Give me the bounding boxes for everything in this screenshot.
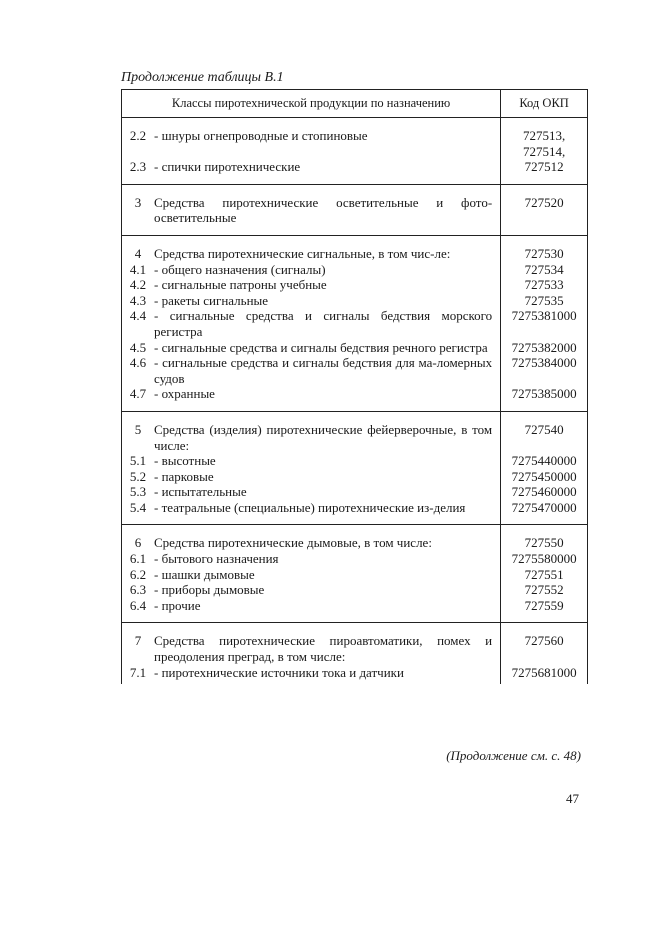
table-row (122, 118, 588, 160)
class-cell (122, 184, 501, 235)
class-cell (122, 235, 501, 261)
item-number: 5 (134, 421, 142, 437)
item-number: 4.4 (129, 308, 147, 324)
class-cell (122, 386, 501, 411)
table-group (122, 235, 588, 411)
class-cell (122, 340, 501, 356)
okp-code: 727530 (501, 235, 588, 261)
table-row (122, 500, 588, 525)
okp-code: 727559 (501, 598, 588, 623)
class-cell (122, 453, 501, 469)
okp-code: 727560 (501, 623, 588, 665)
table-row (122, 411, 588, 453)
okp-code: 7275460000 (501, 484, 588, 500)
item-text: Средства пиротехнические сигнальные, в том чис-ле: (154, 245, 451, 261)
item-text: - шашки дымовые (154, 566, 255, 582)
okp-code: 727551 (501, 567, 588, 583)
table-caption: Продолжение таблицы В.1 (121, 70, 284, 85)
okp-code: 727513, 727514, (501, 118, 588, 160)
item-number: 5.3 (129, 484, 147, 500)
continuation-note: (Продолжение см. с. 48) (446, 748, 581, 763)
item-number: 6 (134, 535, 142, 551)
item-number: 7.1 (129, 664, 147, 680)
table-row (122, 551, 588, 567)
item-text: - испытательные (154, 484, 247, 500)
item-text: Средства пиротехнические осветительные и фото-осветительные (154, 194, 493, 226)
item-number: 4.2 (129, 277, 147, 293)
item-number: 6.1 (129, 551, 147, 567)
class-cell (122, 665, 501, 685)
header-code: Код ОКП (501, 90, 588, 118)
okp-code: 7275382000 (501, 340, 588, 356)
class-cell (122, 484, 501, 500)
item-number: 5.1 (129, 453, 147, 469)
item-text: - пиротехнические источники тока и датчики (154, 664, 404, 680)
item-number: 2.2 (129, 128, 147, 143)
okp-code: 727520 (501, 184, 588, 235)
okp-code: 7275385000 (501, 386, 588, 411)
class-cell (122, 525, 501, 551)
okp-code: 7275681000 (501, 665, 588, 685)
item-text: - сигнальные средства и сигналы бедствия морского регистра (154, 308, 493, 339)
item-number: 6.2 (129, 566, 147, 582)
class-cell (122, 500, 501, 525)
table-row (122, 582, 588, 598)
table-group (122, 525, 588, 623)
item-number: 4.6 (129, 355, 147, 371)
item-text: - бытового назначения (154, 551, 279, 567)
table-row (122, 184, 588, 235)
item-text: - прочие (154, 597, 201, 613)
item-number: 4.1 (129, 261, 147, 277)
class-cell (122, 277, 501, 293)
table-row (122, 469, 588, 485)
table-row (122, 293, 588, 309)
class-cell (122, 262, 501, 278)
item-number: 4.5 (129, 339, 147, 355)
header-classes: Классы пиротехнической продукции по назначению (122, 90, 501, 118)
okp-code: 727512 (501, 159, 588, 184)
okp-table (121, 89, 588, 684)
okp-code: 727533 (501, 277, 588, 293)
item-text: - общего назначения (сигналы) (154, 261, 326, 277)
item-text: - ракеты сигнальные (154, 292, 269, 308)
item-number: 4.3 (129, 292, 147, 308)
item-text: - театральные (специальные) пиротехнические из-делия (154, 499, 466, 515)
okp-code: 7275384000 (501, 355, 588, 386)
table-row (122, 525, 588, 551)
class-cell (122, 308, 501, 339)
table-row (122, 159, 588, 184)
item-text: - охранные (154, 386, 215, 402)
item-text: - сигнальные патроны учебные (154, 277, 327, 293)
okp-code: 7275381000 (501, 308, 588, 339)
item-number: 4.7 (129, 386, 147, 402)
okp-code: 7275580000 (501, 551, 588, 567)
class-cell (122, 469, 501, 485)
table-row (122, 277, 588, 293)
okp-code: 7275440000 (501, 453, 588, 469)
item-number: 4 (134, 245, 142, 261)
table-row (122, 262, 588, 278)
class-cell (122, 411, 501, 453)
class-cell (122, 598, 501, 623)
item-text: - приборы дымовые (154, 582, 265, 598)
okp-code: 727540 (501, 411, 588, 453)
item-text: Средства пиротехнические пироавтоматики, помех и преодоления преград, в том числе: (154, 633, 493, 665)
okp-code: 727552 (501, 582, 588, 598)
item-text: - высотные (154, 453, 216, 469)
class-cell (122, 355, 501, 386)
item-text: - сигнальные средства и сигналы бедствия речного регистра (154, 339, 488, 355)
table-row (122, 665, 588, 685)
table-row (122, 453, 588, 469)
item-number: 2.3 (129, 159, 147, 175)
table-group (122, 411, 588, 525)
page-number: 47 (566, 791, 579, 806)
item-number: 7 (134, 633, 142, 649)
okp-code: 7275470000 (501, 500, 588, 525)
item-text: - сигнальные средства и сигналы бедствия для ма-ломерных судов (154, 355, 493, 386)
table-row (122, 598, 588, 623)
okp-code: 727534 (501, 262, 588, 278)
class-cell (122, 582, 501, 598)
table-group (122, 623, 588, 684)
okp-code: 7275450000 (501, 469, 588, 485)
table-row (122, 623, 588, 665)
okp-code: 727535 (501, 293, 588, 309)
table-row (122, 386, 588, 411)
class-cell (122, 118, 501, 160)
table-row (122, 484, 588, 500)
class-cell (122, 567, 501, 583)
item-text: Средства (изделия) пиротехнические фейерверочные, в том числе: (154, 421, 493, 453)
class-cell (122, 293, 501, 309)
class-cell (122, 623, 501, 665)
item-text: - парковые (154, 468, 214, 484)
table-row (122, 567, 588, 583)
table-group (122, 118, 588, 185)
table-row (122, 235, 588, 261)
item-number: 6.4 (129, 597, 147, 613)
item-text: - шнуры огнепроводные и стопиновые (154, 128, 368, 143)
table-group (122, 184, 588, 235)
item-number: 6.3 (129, 582, 147, 598)
table-row (122, 340, 588, 356)
item-text: Средства пиротехнические дымовые, в том числе: (154, 535, 432, 551)
item-text: - спички пиротехнические (154, 159, 301, 175)
item-number: 5.2 (129, 468, 147, 484)
item-number: 3 (134, 194, 142, 210)
table-row (122, 355, 588, 386)
table-row (122, 308, 588, 339)
class-cell (122, 551, 501, 567)
class-cell (122, 159, 501, 184)
okp-code: 727550 (501, 525, 588, 551)
item-number: 5.4 (129, 499, 147, 515)
